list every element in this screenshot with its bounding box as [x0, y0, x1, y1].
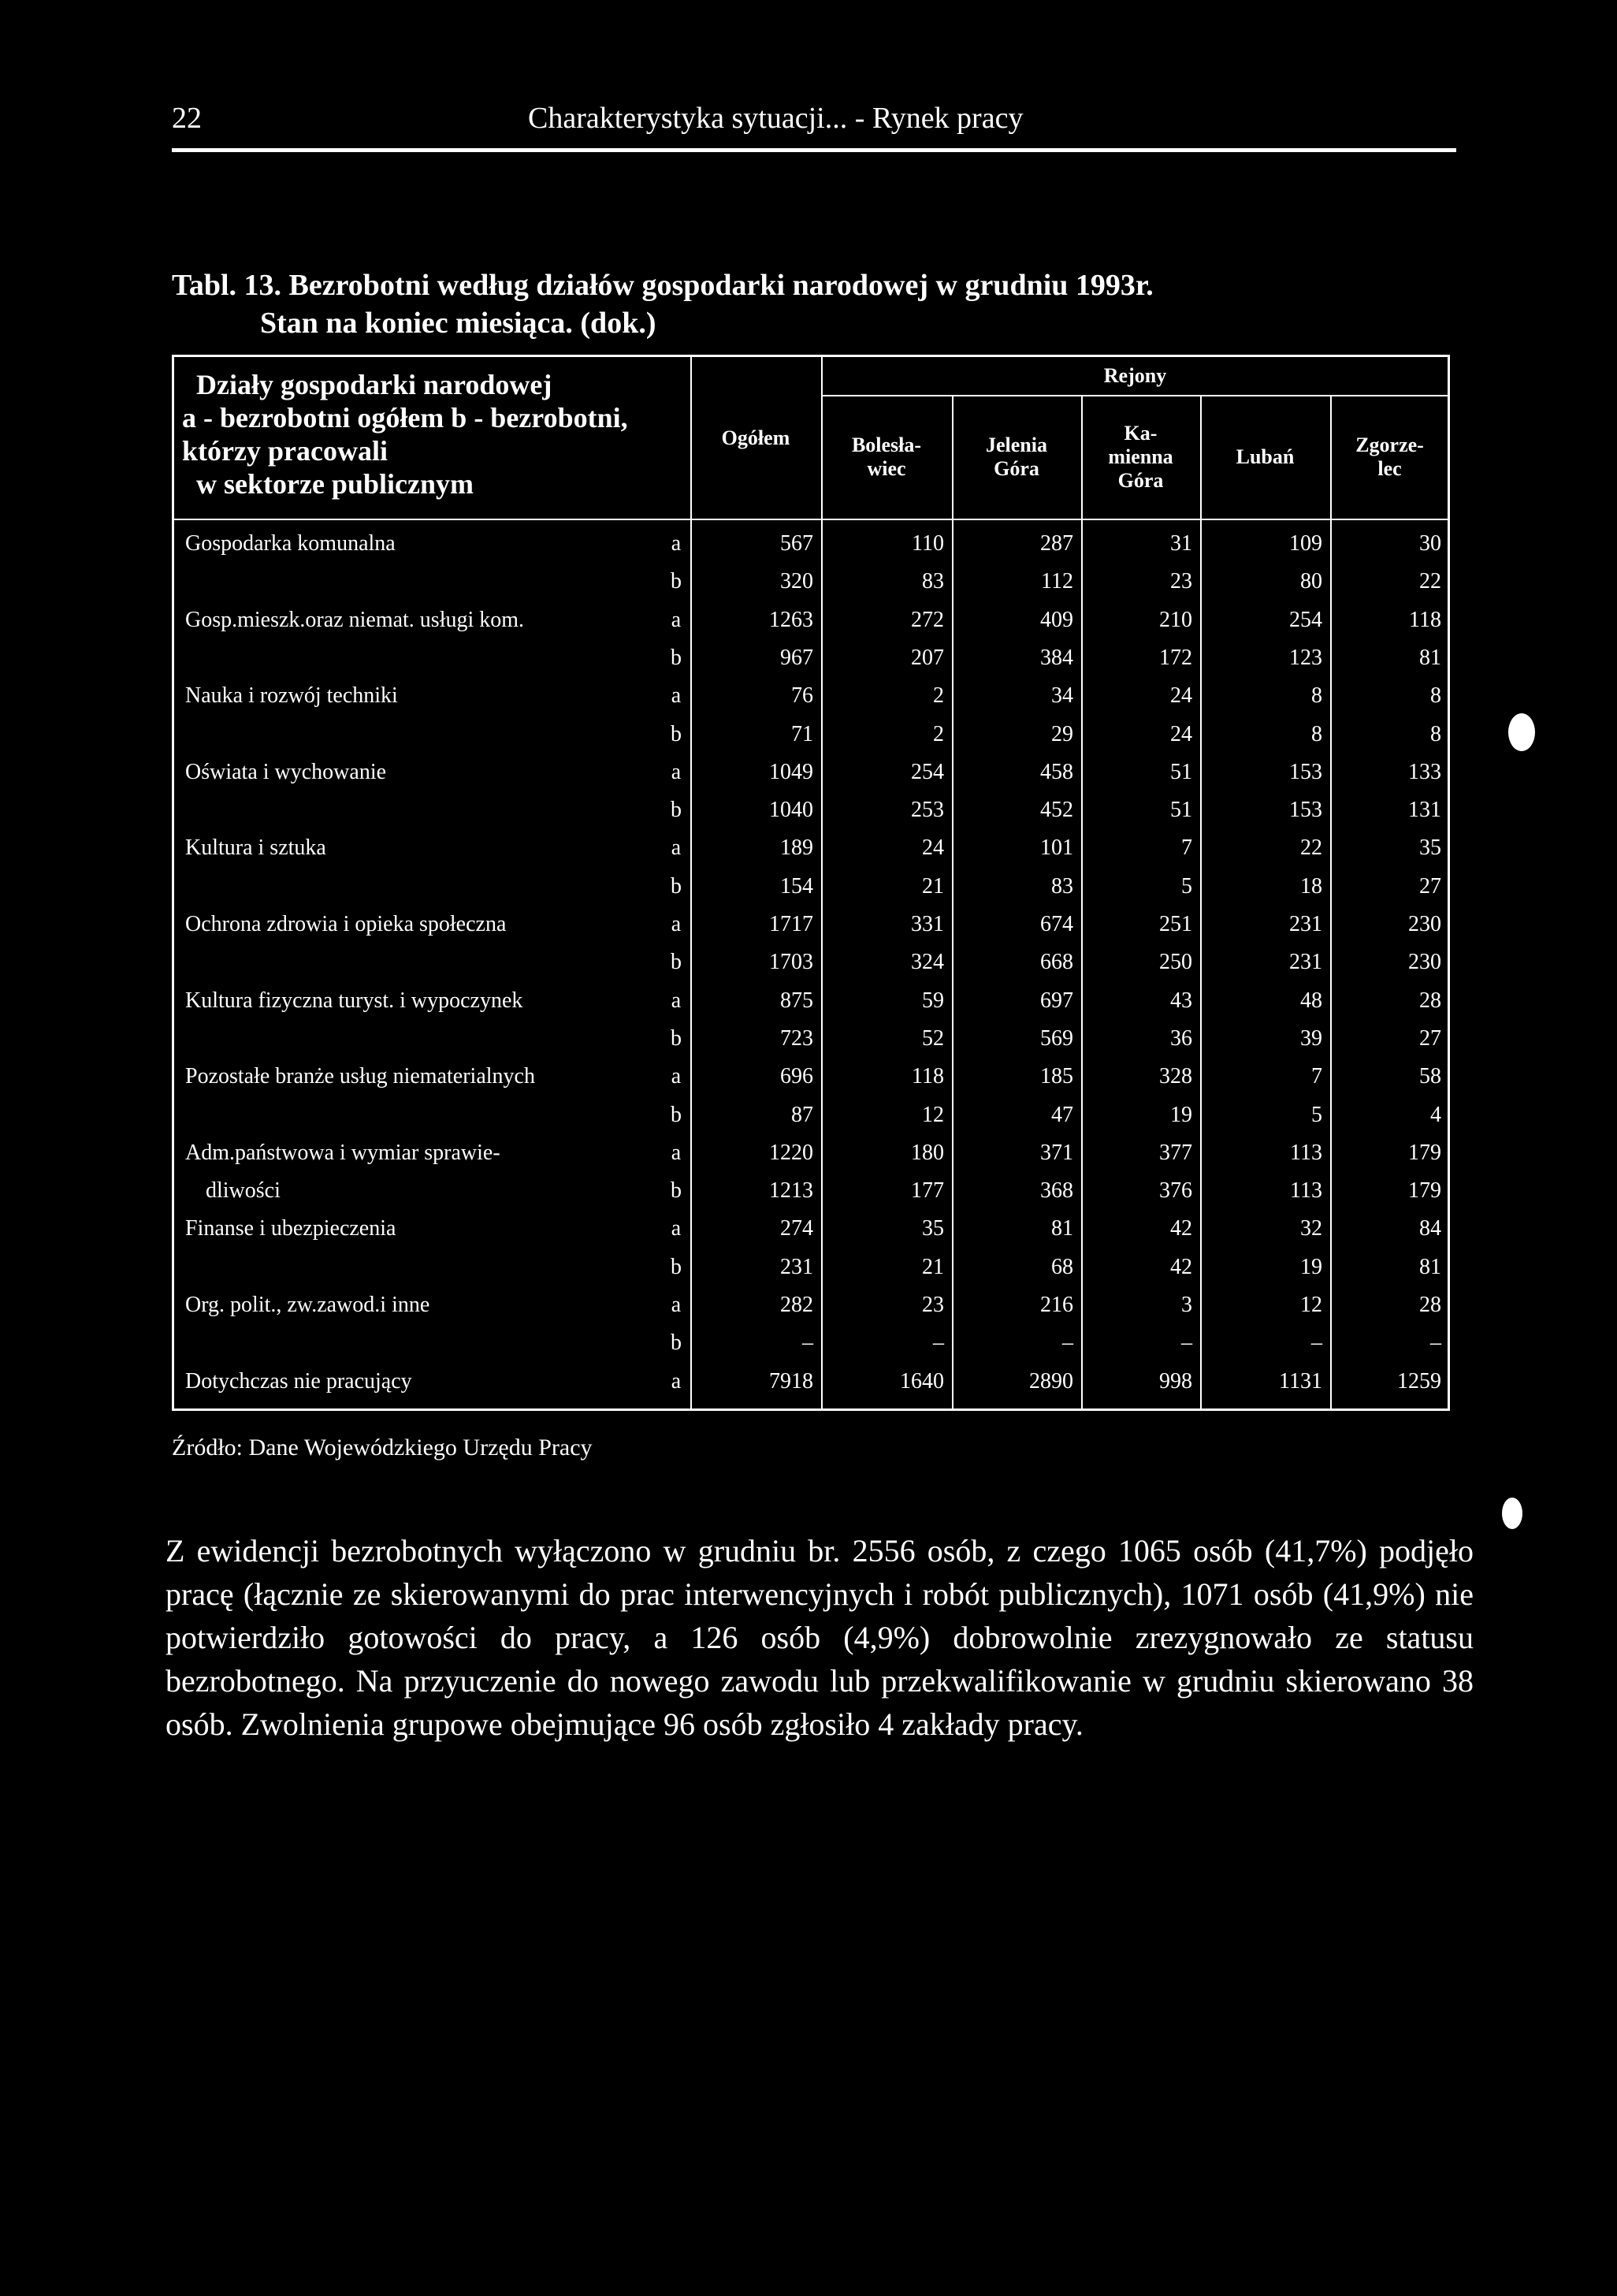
cell-total: 154 — [780, 873, 813, 899]
scan-blot — [1508, 713, 1535, 751]
column-rule — [1200, 395, 1202, 1408]
row-ab-marker: a — [671, 1064, 682, 1089]
row-ab-marker: a — [671, 683, 682, 709]
col-header-region: Ka- mienna Góra — [1108, 421, 1173, 492]
row-ab-marker: b — [671, 1102, 682, 1127]
cell-total: 87 — [791, 1102, 813, 1127]
cell-region-value: 8 — [1430, 721, 1441, 746]
label-header-line: a - bezrobotni ogółem — [182, 402, 444, 434]
cell-region-value: 674 — [1040, 912, 1073, 936]
row-ab-marker: a — [671, 607, 682, 632]
cell-region-value: 81 — [1419, 645, 1441, 670]
cell-region-value: 253 — [911, 798, 944, 823]
cell-region-value: 2 — [933, 721, 944, 746]
cell-region-value: 24 — [1170, 721, 1192, 746]
cell-region-value: 34 — [1051, 683, 1073, 709]
cell-region-value: 254 — [1289, 607, 1322, 632]
row-ab-marker: b — [671, 1178, 682, 1204]
cell-region-value: 216 — [1040, 1293, 1073, 1317]
row-ab-marker: a — [671, 759, 682, 784]
row-category-label: Nauka i rozwój techniki — [185, 683, 398, 709]
row-ab-marker: b — [671, 873, 682, 899]
row-ab-marker: b — [671, 798, 682, 823]
row-category-label: Dotychczas nie pracujący — [185, 1368, 412, 1394]
cell-total: 723 — [780, 1025, 813, 1051]
running-title: Charakterystyka sytuacji... - Rynek pracy — [528, 102, 1024, 135]
table-row — [174, 1362, 1448, 1401]
table-row — [174, 981, 1448, 1020]
table-row — [174, 791, 1448, 829]
cell-region-value: 272 — [911, 607, 944, 632]
row-ab-marker: b — [671, 569, 682, 594]
label-header-line: w sektorze publicznym — [196, 468, 474, 500]
cell-region-value: 1640 — [900, 1368, 944, 1394]
cell-region-value: 42 — [1170, 1254, 1192, 1279]
cell-region-value: 81 — [1419, 1254, 1441, 1279]
cell-region-value: – — [1311, 1330, 1322, 1356]
cell-region-value: 80 — [1300, 569, 1322, 594]
cell-region-value: – — [1062, 1330, 1073, 1356]
cell-total: 1703 — [769, 950, 813, 975]
row-ab-marker: a — [671, 1368, 682, 1394]
caption-line-2: Stan na koniec miesiąca. (dok.) — [260, 307, 656, 340]
table-row — [174, 1057, 1448, 1096]
cell-region-value: 1259 — [1397, 1368, 1441, 1394]
col-header-region: Bolesła- wiec — [851, 433, 922, 480]
cell-region-value: 59 — [922, 988, 944, 1013]
label-column-header — [182, 368, 686, 501]
cell-total: 1049 — [769, 759, 813, 784]
cell-region-value: 133 — [1408, 759, 1441, 784]
cell-region-value: 251 — [1159, 912, 1192, 936]
column-rule — [952, 395, 953, 1408]
cell-region-value: 43 — [1170, 988, 1192, 1013]
cell-region-value: 185 — [1040, 1064, 1073, 1089]
row-category-label: dliwości — [206, 1178, 281, 1204]
cell-region-value: 29 — [1051, 721, 1073, 746]
row-ab-marker: b — [671, 950, 682, 975]
row-ab-marker: b — [671, 1254, 682, 1279]
cell-region-value: – — [933, 1330, 944, 1356]
cell-region-value: 180 — [911, 1140, 944, 1165]
row-category-label: Org. polit., zw.zawod.i inne — [185, 1293, 430, 1317]
cell-region-value: 52 — [922, 1025, 944, 1051]
cell-region-value: 153 — [1289, 798, 1322, 823]
cell-region-value: 12 — [1300, 1293, 1322, 1317]
table-row — [174, 1209, 1448, 1248]
cell-total: 567 — [780, 531, 813, 556]
header-bottom-rule — [174, 519, 1449, 520]
cell-region-value: 39 — [1300, 1025, 1322, 1051]
label-header-line: Działy gospodarki narodowej — [196, 369, 552, 400]
cell-region-value: 118 — [912, 1064, 944, 1089]
table-row — [174, 1133, 1448, 1172]
cell-region-value: 27 — [1419, 1025, 1441, 1051]
cell-region-value: 32 — [1300, 1216, 1322, 1241]
cell-region-value: 368 — [1040, 1178, 1073, 1204]
cell-region-value: 123 — [1289, 645, 1322, 670]
cell-region-value: 51 — [1170, 759, 1192, 784]
cell-region-value: 31 — [1170, 531, 1192, 556]
cell-region-value: 112 — [1041, 569, 1073, 594]
cell-region-value: 1131 — [1279, 1368, 1322, 1394]
cell-total: 76 — [791, 683, 813, 709]
cell-total: 1213 — [769, 1178, 813, 1204]
row-ab-marker: b — [671, 1025, 682, 1051]
cell-region-value: 153 — [1289, 759, 1322, 784]
table-row — [174, 1019, 1448, 1058]
cell-region-value: 697 — [1040, 988, 1073, 1013]
col-header-region: Jelenia Góra — [986, 433, 1047, 480]
cell-region-value: 101 — [1040, 835, 1073, 861]
cell-region-value: 177 — [911, 1178, 944, 1204]
col-header-region: Lubań — [1236, 445, 1295, 468]
table-row — [174, 601, 1448, 639]
row-category-label: Pozostałe branże usług niematerialnych — [185, 1064, 535, 1089]
cell-region-value: 458 — [1040, 759, 1073, 784]
label-header-line: b - bezrobotni, którzy pracowali — [182, 402, 628, 467]
cell-region-value: 58 — [1419, 1064, 1441, 1089]
cell-region-value: 47 — [1051, 1102, 1073, 1127]
cell-region-value: 30 — [1419, 531, 1441, 556]
cell-region-value: 377 — [1159, 1140, 1192, 1165]
row-ab-marker: a — [671, 1293, 682, 1317]
cell-total: 1040 — [769, 798, 813, 823]
cell-region-value: 131 — [1408, 798, 1441, 823]
cell-region-value: 36 — [1170, 1025, 1192, 1051]
row-category-label: Kultura fizyczna turyst. i wypoczynek — [185, 988, 523, 1013]
row-ab-marker: b — [671, 645, 682, 670]
row-ab-marker: a — [671, 988, 682, 1013]
table-row — [174, 943, 1448, 981]
cell-region-value: 7 — [1311, 1064, 1322, 1089]
cell-region-value: 19 — [1170, 1102, 1192, 1127]
cell-region-value: – — [1181, 1330, 1192, 1356]
cell-region-value: 452 — [1040, 798, 1073, 823]
cell-total: 7918 — [769, 1368, 813, 1394]
cell-total: 231 — [780, 1254, 813, 1279]
cell-region-value: 23 — [922, 1293, 944, 1317]
row-ab-marker: b — [671, 721, 682, 746]
cell-region-value: 83 — [922, 569, 944, 594]
table-row — [174, 676, 1448, 715]
cell-region-value: 328 — [1159, 1064, 1192, 1089]
scan-blot — [1502, 1498, 1522, 1529]
cell-region-value: 22 — [1419, 569, 1441, 594]
cell-region-value: 35 — [1419, 835, 1441, 861]
row-category-label: Kultura i sztuka — [185, 835, 326, 861]
cell-region-value: 254 — [911, 759, 944, 784]
source-note: Źródło: Dane Wojewódzkiego Urzędu Pracy — [172, 1435, 593, 1461]
row-category-label: Gosp.mieszk.oraz niemat. usługi kom. — [185, 607, 525, 632]
cell-region-value: 324 — [911, 950, 944, 975]
cell-region-value: 179 — [1408, 1178, 1441, 1204]
caption-line-1: Tabl. 13. Bezrobotni według działów gospodarki narodowej w grudniu 1993r. — [172, 269, 1154, 302]
cell-region-value: 110 — [912, 531, 944, 556]
table-row — [174, 562, 1448, 601]
cell-region-value: 207 — [911, 645, 944, 670]
cell-region-value: – — [1430, 1330, 1441, 1356]
cell-region-value: 7 — [1181, 835, 1192, 861]
cell-region-value: 250 — [1159, 950, 1192, 975]
cell-region-value: 24 — [1170, 683, 1192, 709]
cell-region-value: 113 — [1290, 1140, 1322, 1165]
row-category-label: Finanse i ubezpieczenia — [185, 1216, 396, 1241]
cell-region-value: 84 — [1419, 1216, 1441, 1241]
table-row — [174, 867, 1448, 906]
cell-region-value: 371 — [1040, 1140, 1073, 1165]
cell-region-value: 68 — [1051, 1254, 1073, 1279]
page-number: 22 — [172, 102, 202, 135]
cell-total: 282 — [780, 1293, 813, 1317]
column-rule — [821, 357, 823, 1408]
cell-region-value: 4 — [1430, 1102, 1441, 1127]
col-header-region: Zgorze- lec — [1355, 433, 1424, 480]
table-row — [174, 753, 1448, 791]
cell-region-value: 231 — [1289, 912, 1322, 936]
row-ab-marker: b — [671, 1330, 682, 1356]
cell-region-value: 230 — [1408, 912, 1441, 936]
cell-total: 274 — [780, 1216, 813, 1241]
column-rule — [1081, 395, 1083, 1408]
cell-region-value: 3 — [1181, 1293, 1192, 1317]
table-row — [174, 1096, 1448, 1134]
col-group-header-regions: Rejony — [1103, 364, 1167, 387]
cell-region-value: 210 — [1159, 607, 1192, 632]
row-ab-marker: a — [671, 912, 682, 936]
cell-region-value: 384 — [1040, 645, 1073, 670]
cell-region-value: 51 — [1170, 798, 1192, 823]
row-category-label: Adm.państwowa i wymiar sprawie- — [185, 1140, 500, 1165]
cell-total: 71 — [791, 721, 813, 746]
cell-region-value: 21 — [922, 873, 944, 899]
table-caption — [172, 266, 1433, 342]
cell-region-value: 2890 — [1029, 1368, 1073, 1394]
cell-total: 696 — [780, 1064, 813, 1089]
table-row — [174, 828, 1448, 867]
table-row — [174, 715, 1448, 754]
cell-region-value: 83 — [1051, 873, 1073, 899]
cell-region-value: 998 — [1159, 1368, 1192, 1394]
row-ab-marker: a — [671, 835, 682, 861]
cell-region-value: 5 — [1311, 1102, 1322, 1127]
column-rule — [690, 357, 692, 1408]
table-row — [174, 1248, 1448, 1286]
page-header — [172, 101, 1456, 152]
cell-region-value: 172 — [1159, 645, 1192, 670]
cell-total: 875 — [780, 988, 813, 1013]
cell-region-value: 12 — [922, 1102, 944, 1127]
row-category-label: Ochrona zdrowia i opieka społeczna — [185, 912, 507, 936]
cell-region-value: 231 — [1289, 950, 1322, 975]
cell-region-value: 376 — [1159, 1178, 1192, 1204]
cell-region-value: 668 — [1040, 950, 1073, 975]
cell-region-value: 81 — [1051, 1216, 1073, 1241]
body-paragraph: Z ewidencji bezrobotnych wyłączono w grudniu br. 2556 osób, z czego 1065 osób (41,7%) podjęło pracę (łącznie ze skierowanymi do prac interwencyjnych i robót publicznych), 1071 osób (41,9%) nie potwierdziło gotowości do pracy, a 126 osób (4,9%) dobrowolnie zrezygnowało ze statusu bezrobotnego. Na przyuczenie do nowego zawodu lub przekwalifikowanie w grudniu skierowano 38 osób. Zwolnienia grupowe obejmujące 96 osób zgłosiło 4 zakłady pracy. — [165, 1533, 1474, 1742]
cell-region-value: 118 — [1409, 607, 1441, 632]
table-row — [174, 638, 1448, 677]
cell-region-value: 8 — [1311, 721, 1322, 746]
cell-region-value: 24 — [922, 835, 944, 861]
cell-region-value: 113 — [1290, 1178, 1322, 1204]
cell-region-value: 21 — [922, 1254, 944, 1279]
cell-region-value: 28 — [1419, 988, 1441, 1013]
cell-region-value: 409 — [1040, 607, 1073, 632]
row-category-label: Oświata i wychowanie — [185, 759, 387, 784]
cell-region-value: 23 — [1170, 569, 1192, 594]
cell-total: 320 — [780, 569, 813, 594]
table-row — [174, 1323, 1448, 1362]
cell-region-value: 35 — [922, 1216, 944, 1241]
row-ab-marker: a — [671, 1140, 682, 1165]
col-header-total: Ogółem — [721, 426, 790, 449]
table-row — [174, 905, 1448, 943]
row-ab-marker: a — [671, 531, 682, 556]
column-rule — [1330, 395, 1332, 1408]
cell-total: 1717 — [769, 912, 813, 936]
cell-region-value: 27 — [1419, 873, 1441, 899]
cell-region-value: 8 — [1311, 683, 1322, 709]
cell-region-value: 2 — [933, 683, 944, 709]
cell-total: 189 — [780, 835, 813, 861]
cell-region-value: 28 — [1419, 1293, 1441, 1317]
cell-region-value: 179 — [1408, 1140, 1441, 1165]
row-ab-marker: a — [671, 1216, 682, 1241]
cell-region-value: 230 — [1408, 950, 1441, 975]
cell-total: 967 — [780, 645, 813, 670]
group-header-rule — [821, 395, 1449, 396]
cell-region-value: 42 — [1170, 1216, 1192, 1241]
cell-total: – — [802, 1330, 813, 1356]
cell-region-value: 287 — [1040, 531, 1073, 556]
data-table — [172, 355, 1450, 1411]
table-row — [174, 1286, 1448, 1324]
cell-region-value: 22 — [1300, 835, 1322, 861]
cell-region-value: 18 — [1300, 873, 1322, 899]
cell-region-value: 8 — [1430, 683, 1441, 709]
cell-region-value: 331 — [911, 912, 944, 936]
cell-total: 1263 — [769, 607, 813, 632]
cell-region-value: 5 — [1181, 873, 1192, 899]
cell-region-value: 569 — [1040, 1025, 1073, 1051]
table-row — [174, 524, 1448, 563]
cell-region-value: 48 — [1300, 988, 1322, 1013]
row-category-label: Gospodarka komunalna — [185, 531, 396, 556]
cell-total: 1220 — [769, 1140, 813, 1165]
cell-region-value: 109 — [1289, 531, 1322, 556]
table-row — [174, 1171, 1448, 1210]
cell-region-value: 19 — [1300, 1254, 1322, 1279]
